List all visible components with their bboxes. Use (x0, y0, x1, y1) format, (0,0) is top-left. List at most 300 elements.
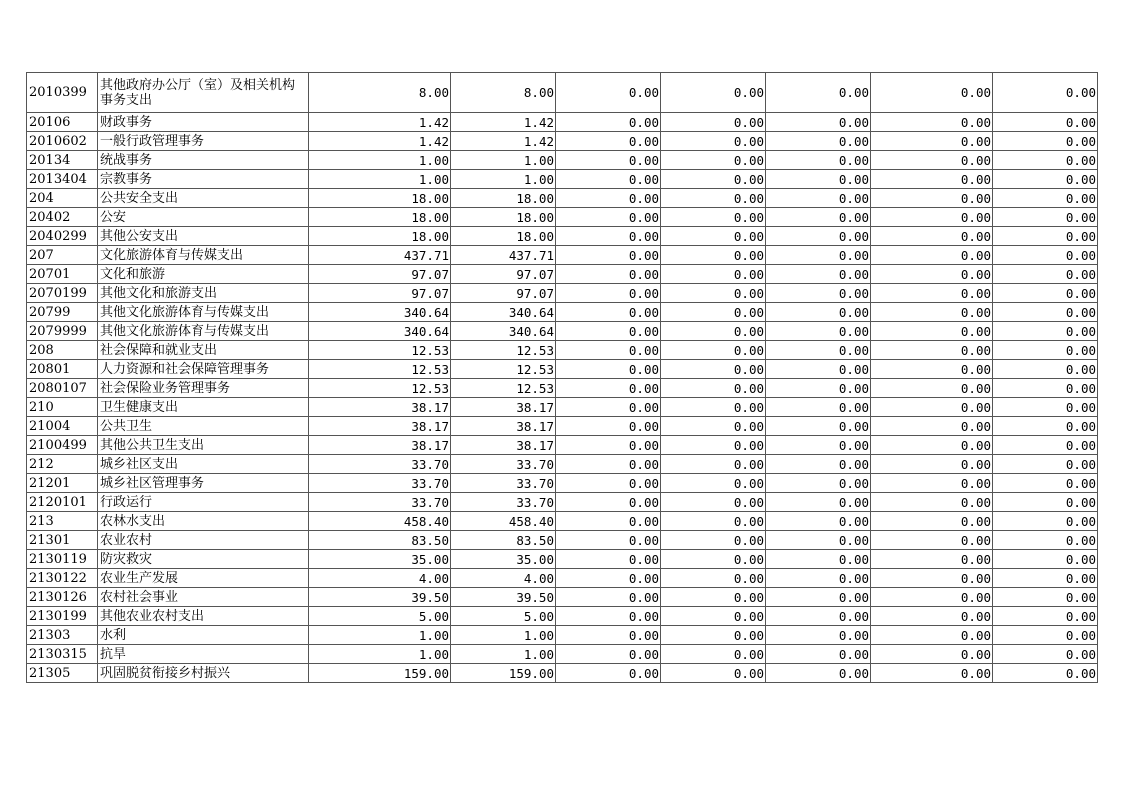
row-value-4: 0.00 (661, 208, 766, 227)
row-value-4: 0.00 (661, 626, 766, 645)
row-value-1: 5.00 (309, 607, 451, 626)
row-value-3: 0.00 (556, 569, 661, 588)
row-value-3: 0.00 (556, 113, 661, 132)
row-value-3: 0.00 (556, 417, 661, 436)
row-value-2: 1.00 (451, 170, 556, 189)
row-value-6: 0.00 (871, 113, 993, 132)
row-value-5: 0.00 (766, 73, 871, 113)
row-value-6: 0.00 (871, 322, 993, 341)
row-name: 人力资源和社会保障管理事务 (98, 360, 309, 379)
row-name: 农业生产发展 (98, 569, 309, 588)
row-code: 20402 (27, 208, 98, 227)
row-value-4: 0.00 (661, 113, 766, 132)
row-name: 其他文化旅游体育与传媒支出 (98, 303, 309, 322)
row-value-7: 0.00 (993, 151, 1098, 170)
row-value-7: 0.00 (993, 360, 1098, 379)
row-value-1: 33.70 (309, 474, 451, 493)
row-value-6: 0.00 (871, 208, 993, 227)
row-value-5: 0.00 (766, 284, 871, 303)
table-row (27, 512, 1098, 531)
row-value-4: 0.00 (661, 151, 766, 170)
row-name: 抗旱 (98, 645, 309, 664)
row-value-2: 39.50 (451, 588, 556, 607)
table-row (27, 379, 1098, 398)
row-value-6: 0.00 (871, 417, 993, 436)
row-value-4: 0.00 (661, 284, 766, 303)
row-value-3: 0.00 (556, 588, 661, 607)
row-value-5: 0.00 (766, 227, 871, 246)
row-code: 2130119 (27, 550, 98, 569)
row-value-7: 0.00 (993, 417, 1098, 436)
row-code: 21303 (27, 626, 98, 645)
row-value-7: 0.00 (993, 626, 1098, 645)
row-code: 21305 (27, 664, 98, 683)
row-value-6: 0.00 (871, 645, 993, 664)
row-name: 文化和旅游 (98, 265, 309, 284)
row-value-2: 340.64 (451, 322, 556, 341)
row-value-4: 0.00 (661, 436, 766, 455)
row-code: 212 (27, 455, 98, 474)
row-value-7: 0.00 (993, 398, 1098, 417)
row-value-3: 0.00 (556, 303, 661, 322)
row-value-6: 0.00 (871, 227, 993, 246)
row-value-5: 0.00 (766, 341, 871, 360)
row-name: 城乡社区管理事务 (98, 474, 309, 493)
row-value-2: 1.42 (451, 132, 556, 151)
row-value-2: 12.53 (451, 341, 556, 360)
table-row (27, 227, 1098, 246)
row-value-3: 0.00 (556, 341, 661, 360)
row-value-6: 0.00 (871, 132, 993, 151)
row-value-1: 39.50 (309, 588, 451, 607)
row-value-4: 0.00 (661, 512, 766, 531)
row-value-5: 0.00 (766, 550, 871, 569)
row-value-7: 0.00 (993, 436, 1098, 455)
budget-table (26, 72, 1098, 683)
row-value-7: 0.00 (993, 645, 1098, 664)
row-value-2: 38.17 (451, 436, 556, 455)
row-code: 2130199 (27, 607, 98, 626)
row-value-3: 0.00 (556, 73, 661, 113)
row-value-7: 0.00 (993, 303, 1098, 322)
row-name: 水利 (98, 626, 309, 645)
row-value-6: 0.00 (871, 531, 993, 550)
row-value-4: 0.00 (661, 645, 766, 664)
row-name: 其他文化旅游体育与传媒支出 (98, 322, 309, 341)
row-code: 2070199 (27, 284, 98, 303)
row-value-5: 0.00 (766, 132, 871, 151)
row-value-2: 97.07 (451, 284, 556, 303)
row-value-5: 0.00 (766, 398, 871, 417)
row-value-6: 0.00 (871, 170, 993, 189)
row-value-7: 0.00 (993, 455, 1098, 474)
table-row (27, 493, 1098, 512)
row-value-1: 83.50 (309, 531, 451, 550)
row-value-7: 0.00 (993, 569, 1098, 588)
row-value-4: 0.00 (661, 550, 766, 569)
row-value-2: 18.00 (451, 208, 556, 227)
row-value-3: 0.00 (556, 474, 661, 493)
row-name: 其他公安支出 (98, 227, 309, 246)
row-value-7: 0.00 (993, 265, 1098, 284)
table-row (27, 664, 1098, 683)
row-value-5: 0.00 (766, 607, 871, 626)
row-value-1: 340.64 (309, 322, 451, 341)
table-row (27, 246, 1098, 265)
row-value-5: 0.00 (766, 664, 871, 683)
row-name: 社会保障和就业支出 (98, 341, 309, 360)
row-code: 2130126 (27, 588, 98, 607)
row-value-6: 0.00 (871, 569, 993, 588)
row-value-1: 12.53 (309, 379, 451, 398)
row-code: 204 (27, 189, 98, 208)
row-value-3: 0.00 (556, 265, 661, 284)
row-value-3: 0.00 (556, 208, 661, 227)
row-name: 宗教事务 (98, 170, 309, 189)
table-row (27, 170, 1098, 189)
row-value-2: 437.71 (451, 246, 556, 265)
row-value-6: 0.00 (871, 436, 993, 455)
row-value-2: 35.00 (451, 550, 556, 569)
row-value-4: 0.00 (661, 474, 766, 493)
row-code: 21201 (27, 474, 98, 493)
row-value-5: 0.00 (766, 379, 871, 398)
row-value-5: 0.00 (766, 417, 871, 436)
row-value-5: 0.00 (766, 455, 871, 474)
row-value-3: 0.00 (556, 284, 661, 303)
row-value-3: 0.00 (556, 550, 661, 569)
row-value-5: 0.00 (766, 493, 871, 512)
row-value-4: 0.00 (661, 607, 766, 626)
row-value-4: 0.00 (661, 303, 766, 322)
row-value-6: 0.00 (871, 284, 993, 303)
row-value-3: 0.00 (556, 246, 661, 265)
table-row (27, 474, 1098, 493)
row-value-3: 0.00 (556, 664, 661, 683)
row-value-2: 18.00 (451, 227, 556, 246)
row-value-1: 1.42 (309, 132, 451, 151)
row-value-7: 0.00 (993, 170, 1098, 189)
row-name: 农林水支出 (98, 512, 309, 531)
row-value-7: 0.00 (993, 189, 1098, 208)
row-name: 文化旅游体育与传媒支出 (98, 246, 309, 265)
row-value-6: 0.00 (871, 379, 993, 398)
row-value-2: 12.53 (451, 360, 556, 379)
row-value-1: 33.70 (309, 455, 451, 474)
row-name: 防灾救灾 (98, 550, 309, 569)
row-value-7: 0.00 (993, 73, 1098, 113)
table-row (27, 208, 1098, 227)
row-value-4: 0.00 (661, 227, 766, 246)
row-value-6: 0.00 (871, 303, 993, 322)
row-name: 一般行政管理事务 (98, 132, 309, 151)
row-code: 2013404 (27, 170, 98, 189)
row-value-1: 1.42 (309, 113, 451, 132)
row-value-1: 35.00 (309, 550, 451, 569)
row-value-5: 0.00 (766, 170, 871, 189)
row-value-1: 97.07 (309, 265, 451, 284)
row-value-1: 437.71 (309, 246, 451, 265)
row-value-1: 18.00 (309, 208, 451, 227)
row-value-7: 0.00 (993, 246, 1098, 265)
row-value-2: 458.40 (451, 512, 556, 531)
row-value-1: 1.00 (309, 626, 451, 645)
row-value-3: 0.00 (556, 455, 661, 474)
row-name: 财政事务 (98, 113, 309, 132)
row-value-4: 0.00 (661, 588, 766, 607)
row-value-5: 0.00 (766, 322, 871, 341)
row-code: 2130315 (27, 645, 98, 664)
row-value-1: 12.53 (309, 341, 451, 360)
row-value-2: 1.42 (451, 113, 556, 132)
row-value-4: 0.00 (661, 493, 766, 512)
row-value-7: 0.00 (993, 379, 1098, 398)
row-value-7: 0.00 (993, 512, 1098, 531)
row-value-1: 12.53 (309, 360, 451, 379)
row-value-6: 0.00 (871, 265, 993, 284)
row-name: 社会保险业务管理事务 (98, 379, 309, 398)
row-name: 农村社会事业 (98, 588, 309, 607)
row-value-7: 0.00 (993, 550, 1098, 569)
row-value-7: 0.00 (993, 588, 1098, 607)
row-value-3: 0.00 (556, 436, 661, 455)
row-value-4: 0.00 (661, 341, 766, 360)
row-name: 公共卫生 (98, 417, 309, 436)
row-value-4: 0.00 (661, 531, 766, 550)
row-value-6: 0.00 (871, 455, 993, 474)
row-value-2: 8.00 (451, 73, 556, 113)
row-code: 20801 (27, 360, 98, 379)
row-value-7: 0.00 (993, 664, 1098, 683)
row-value-1: 97.07 (309, 284, 451, 303)
table-row (27, 322, 1098, 341)
row-value-5: 0.00 (766, 303, 871, 322)
table-row (27, 189, 1098, 208)
row-value-4: 0.00 (661, 664, 766, 683)
row-value-4: 0.00 (661, 569, 766, 588)
row-value-4: 0.00 (661, 360, 766, 379)
row-value-3: 0.00 (556, 322, 661, 341)
row-value-1: 33.70 (309, 493, 451, 512)
row-value-6: 0.00 (871, 607, 993, 626)
row-name: 其他公共卫生支出 (98, 436, 309, 455)
table-row (27, 132, 1098, 151)
row-value-2: 159.00 (451, 664, 556, 683)
row-value-3: 0.00 (556, 227, 661, 246)
table-row (27, 360, 1098, 379)
table-row (27, 398, 1098, 417)
row-name: 统战事务 (98, 151, 309, 170)
row-value-7: 0.00 (993, 284, 1098, 303)
row-value-7: 0.00 (993, 208, 1098, 227)
row-value-6: 0.00 (871, 626, 993, 645)
row-value-5: 0.00 (766, 265, 871, 284)
row-value-6: 0.00 (871, 512, 993, 531)
table-row (27, 569, 1098, 588)
table-row (27, 417, 1098, 436)
row-code: 2010602 (27, 132, 98, 151)
row-value-5: 0.00 (766, 113, 871, 132)
table-row (27, 645, 1098, 664)
row-value-3: 0.00 (556, 512, 661, 531)
row-value-4: 0.00 (661, 132, 766, 151)
row-code: 213 (27, 512, 98, 531)
row-value-6: 0.00 (871, 246, 993, 265)
row-value-4: 0.00 (661, 417, 766, 436)
row-value-2: 12.53 (451, 379, 556, 398)
row-code: 207 (27, 246, 98, 265)
row-value-5: 0.00 (766, 626, 871, 645)
row-value-2: 1.00 (451, 645, 556, 664)
row-code: 21301 (27, 531, 98, 550)
row-value-3: 0.00 (556, 626, 661, 645)
row-value-6: 0.00 (871, 493, 993, 512)
row-value-3: 0.00 (556, 607, 661, 626)
row-value-5: 0.00 (766, 569, 871, 588)
table-row (27, 73, 1098, 113)
row-value-7: 0.00 (993, 341, 1098, 360)
row-name: 行政运行 (98, 493, 309, 512)
row-value-2: 1.00 (451, 626, 556, 645)
row-value-2: 38.17 (451, 417, 556, 436)
row-code: 20799 (27, 303, 98, 322)
row-value-4: 0.00 (661, 73, 766, 113)
row-value-2: 4.00 (451, 569, 556, 588)
row-value-3: 0.00 (556, 170, 661, 189)
row-code: 20701 (27, 265, 98, 284)
row-value-2: 1.00 (451, 151, 556, 170)
row-value-5: 0.00 (766, 436, 871, 455)
row-value-3: 0.00 (556, 360, 661, 379)
row-value-2: 83.50 (451, 531, 556, 550)
row-value-1: 4.00 (309, 569, 451, 588)
table-row (27, 113, 1098, 132)
row-value-6: 0.00 (871, 550, 993, 569)
row-value-2: 18.00 (451, 189, 556, 208)
row-name: 农业农村 (98, 531, 309, 550)
row-value-3: 0.00 (556, 531, 661, 550)
row-value-2: 33.70 (451, 455, 556, 474)
row-value-3: 0.00 (556, 398, 661, 417)
table-row (27, 341, 1098, 360)
table-row (27, 626, 1098, 645)
row-value-5: 0.00 (766, 208, 871, 227)
row-value-5: 0.00 (766, 474, 871, 493)
row-name: 卫生健康支出 (98, 398, 309, 417)
table-row (27, 151, 1098, 170)
row-value-1: 1.00 (309, 151, 451, 170)
row-value-4: 0.00 (661, 455, 766, 474)
row-value-2: 340.64 (451, 303, 556, 322)
row-name: 城乡社区支出 (98, 455, 309, 474)
row-value-6: 0.00 (871, 360, 993, 379)
row-value-6: 0.00 (871, 474, 993, 493)
row-value-4: 0.00 (661, 246, 766, 265)
row-value-1: 8.00 (309, 73, 451, 113)
row-code: 210 (27, 398, 98, 417)
row-value-4: 0.00 (661, 379, 766, 398)
row-value-6: 0.00 (871, 151, 993, 170)
row-value-7: 0.00 (993, 474, 1098, 493)
row-value-6: 0.00 (871, 664, 993, 683)
row-value-1: 340.64 (309, 303, 451, 322)
row-value-5: 0.00 (766, 189, 871, 208)
row-code: 2100499 (27, 436, 98, 455)
row-code: 2130122 (27, 569, 98, 588)
row-value-2: 5.00 (451, 607, 556, 626)
row-value-1: 18.00 (309, 189, 451, 208)
row-code: 2080107 (27, 379, 98, 398)
row-value-1: 18.00 (309, 227, 451, 246)
table-row (27, 284, 1098, 303)
row-code: 2079999 (27, 322, 98, 341)
row-value-4: 0.00 (661, 170, 766, 189)
row-value-6: 0.00 (871, 398, 993, 417)
row-value-4: 0.00 (661, 189, 766, 208)
row-value-1: 1.00 (309, 170, 451, 189)
row-value-3: 0.00 (556, 189, 661, 208)
row-value-7: 0.00 (993, 227, 1098, 246)
row-value-1: 159.00 (309, 664, 451, 683)
row-code: 21004 (27, 417, 98, 436)
row-value-6: 0.00 (871, 341, 993, 360)
row-name: 其他政府办公厅（室）及相关机构事务支出 (98, 73, 309, 113)
row-name: 公安 (98, 208, 309, 227)
row-value-2: 33.70 (451, 493, 556, 512)
row-code: 2120101 (27, 493, 98, 512)
row-value-5: 0.00 (766, 531, 871, 550)
row-code: 208 (27, 341, 98, 360)
row-value-3: 0.00 (556, 379, 661, 398)
row-value-7: 0.00 (993, 113, 1098, 132)
row-value-4: 0.00 (661, 398, 766, 417)
row-value-2: 33.70 (451, 474, 556, 493)
row-value-3: 0.00 (556, 132, 661, 151)
row-code: 20134 (27, 151, 98, 170)
row-value-1: 38.17 (309, 417, 451, 436)
row-value-7: 0.00 (993, 132, 1098, 151)
table-row (27, 303, 1098, 322)
row-code: 2040299 (27, 227, 98, 246)
row-value-5: 0.00 (766, 645, 871, 664)
row-value-6: 0.00 (871, 73, 993, 113)
row-value-4: 0.00 (661, 265, 766, 284)
row-name: 公共安全支出 (98, 189, 309, 208)
row-name: 巩固脱贫衔接乡村振兴 (98, 664, 309, 683)
row-value-2: 38.17 (451, 398, 556, 417)
row-value-5: 0.00 (766, 151, 871, 170)
table-row (27, 436, 1098, 455)
row-value-1: 38.17 (309, 398, 451, 417)
row-value-7: 0.00 (993, 493, 1098, 512)
table-body (27, 73, 1098, 683)
row-value-4: 0.00 (661, 322, 766, 341)
row-code: 20106 (27, 113, 98, 132)
row-value-1: 38.17 (309, 436, 451, 455)
row-value-7: 0.00 (993, 607, 1098, 626)
row-value-3: 0.00 (556, 493, 661, 512)
row-value-7: 0.00 (993, 531, 1098, 550)
row-value-1: 1.00 (309, 645, 451, 664)
row-value-5: 0.00 (766, 588, 871, 607)
row-name: 其他农业农村支出 (98, 607, 309, 626)
table-row (27, 455, 1098, 474)
row-value-1: 458.40 (309, 512, 451, 531)
table-row (27, 607, 1098, 626)
row-value-6: 0.00 (871, 189, 993, 208)
table-row (27, 531, 1098, 550)
row-value-5: 0.00 (766, 246, 871, 265)
